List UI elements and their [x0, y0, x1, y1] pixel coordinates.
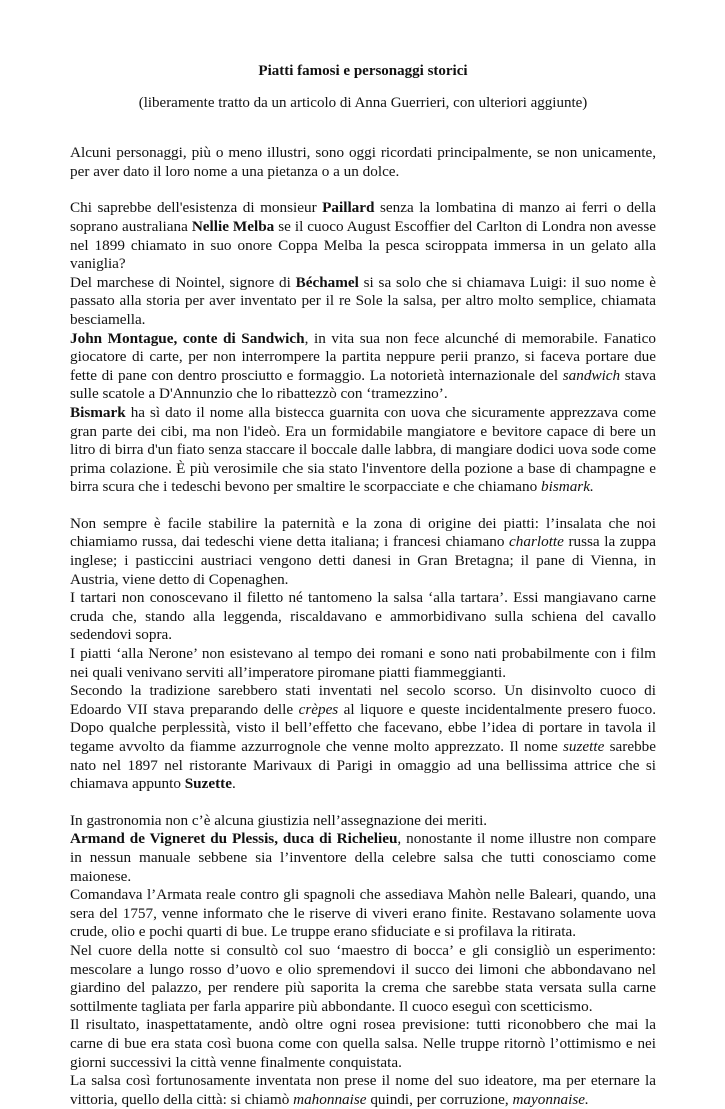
night-paragraph: Nel cuore della notte si consultò col suo ‘maestro di bocca’ e gli consigliò un esperimento: mescolare a lungo rosso d’uovo e olio spremendovi il succo dei limoni che abbondavano nel giardino del palazzo, per rendere più saporita la crema che sarebbe stata versata sulla carne sottilmente tagliata per farla apparire più abbondante. Il cuoco eseguì con scetticismo. — [70, 941, 656, 1015]
text: sarebbe nato nel 1897 nel ristorante Marivaux di Parigi in omaggio ad una bellissima attrice che si chiamava appunto — [70, 738, 656, 793]
intro-paragraph: Alcuni personaggi, più o meno illustri, sono oggi ricordati principalmente, se non unicamente, per aver dato il loro nome a una pietanza o a un dolce. — [70, 144, 656, 180]
justice-paragraph: In gastronomia non c’è alcuna giustizia nell’assegnazione dei meriti. — [70, 811, 488, 829]
name-nellie-melba: Nellie Melba — [191, 217, 275, 235]
text: ha sì dato il nome alla bistecca guarnita con uova che sicuramente apprezzava come gran parte dei cibi, ma non l'ideò. Era un formidabile mangiatore e bevitore capace di bere un litro di birra d'un fiato senza staccare il boccale dalle labbra, di mangiare dodici uova sode come prima colazione. È più verosimile che sia stato l'inventore della pozione a base di champagne e birra scura che i tedeschi bevono per smaltire le scorpacciate e che chiamano — [70, 403, 656, 496]
term-suzette: suzette — [562, 738, 605, 755]
text: stava sulle scatole a D'Annunzio che lo ribattezzò con ‘tramezzino’. — [70, 366, 656, 403]
text: La salsa così fortunosamente inventata non prese il nome del suo ideatore, ma per eternare la vittoria, quello della città: si chiamò — [70, 1072, 656, 1108]
mayonnaise-paragraph — [70, 1072, 656, 1109]
name-sandwich: John Montague, conte di Sandwich — [70, 329, 305, 347]
tartari-paragraph: I tartari non conoscevano il filetto né tantomeno la salsa ‘alla tartara’. Essi mangiavano carne cruda che, stando alla leggenda, riscaldavano e ammorbidivano sulla schiena del cavallo sedendovi sopra. — [70, 589, 656, 644]
term-sandwich: sandwich — [562, 366, 621, 384]
text: Non sempre è facile stabilire la paternità e la zona di origine dei piatti: l’insalata che noi chiamiamo russa, dai tedeschi viene detta italiana; i francesi chiamano — [70, 514, 656, 551]
document-subtitle: (liberamente tratto da un articolo di Anna Guerrieri, con ulteriori aggiunte) — [138, 94, 588, 111]
text: Chi saprebbe dell'esistenza di monsieur — [70, 199, 323, 217]
document-title: Piatti famosi e personaggi storici — [258, 63, 468, 79]
document-page — [70, 62, 656, 1109]
name-richelieu: Armand de Vigneret du Plessis, duca di Richelieu — [70, 830, 398, 848]
text: , in vita sua non fece alcunché di memorabile. Fanatico giocatore di carte, per non interrompere la partita neppure perii pranzo, si faceva portare due fette di pane con dentro prosciutto e formaggio. La notorietà internazionale del — [70, 329, 656, 384]
text: quindi, per corruzione, — [366, 1090, 513, 1108]
paillard-melba-paragraph — [70, 199, 656, 273]
term-bismark: bismark. — [541, 478, 594, 496]
nerone-paragraph: I piatti ‘alla Nerone’ non esistevano al tempo dei romani e sono nati probabilmente con i film nei quali venivano serviti all’imperatore piromane piatti fiammeggianti. — [70, 645, 656, 681]
bismark-paragraph — [70, 404, 656, 497]
paternity-paragraph — [70, 515, 656, 589]
name-suzette: Suzette — [184, 775, 232, 793]
text: Del marchese di Nointel, signore di — [70, 273, 296, 291]
name-bismark: Bismark — [70, 403, 126, 421]
text: Secondo la tradizione sarebbero stati inventati nel secolo scorso. Un disinvolto cuoco di Edoardo VII stava preparando delle — [70, 682, 656, 718]
sandwich-paragraph — [70, 330, 656, 404]
term-mahonnaise: mahonnaise — [293, 1090, 367, 1108]
term-mayonnaise: mayonnaise. — [512, 1090, 589, 1108]
text: russa la zuppa inglese; i pasticcini austriaci vengono detti danesi in Gran Bretagna; il pane di Vienna, in Austria, viene detto di Copenaghen. — [70, 533, 657, 588]
text: al liquore e queste incidentalmente presero fuoco. Dopo qualche perplessità, visto il bell’effetto che facevano, ebbe l’idea di portare in tavola il tegame avvolto da fiamme azzurrognole che venne molto apprezzato. Il nome — [70, 700, 656, 755]
term-charlotte: charlotte — [509, 533, 564, 551]
suzette-paragraph — [70, 682, 656, 794]
name-bechamel: Béchamel — [295, 273, 359, 291]
name-paillard: Paillard — [322, 199, 375, 217]
text: senza la lombatina di manzo ai ferri o della soprano australiana — [70, 199, 656, 235]
term-crepes: crèpes — [298, 700, 339, 718]
richelieu-paragraph — [70, 830, 656, 886]
text: si sa solo che si chiamava Luigi: il suo nome è passato alla storia per aver inventato per il re Sole la salsa, per altro molto semplice, chiamata besciamella. — [70, 273, 656, 328]
text: se il cuoco August Escoffier del Carlton di Londra non avesse nel 1899 chiamato in suo onore Coppa Melba la pesca sciroppata immersa in un gelato alla vaniglia? — [70, 217, 656, 273]
text: . — [231, 775, 236, 793]
mahon-paragraph: Comandava l’Armata reale contro gli spagnoli che assediava Mahòn nelle Baleari, quando, una sera del 1757, venne informato che le riserve di viveri erano finite. Restavano solamente uova crude, olio e pochi quarti di bue. Le truppe erano sfiduciate e si profilava la ritirata. — [70, 886, 656, 941]
text: , nonostante il nome illustre non compare in nessun manuale sebbene sia l’inventore della celebre salsa che tutti conosciamo come maionese. — [70, 830, 656, 885]
bechamel-paragraph — [70, 274, 656, 330]
result-paragraph: Il risultato, inaspettatamente, andò oltre ogni rosea previsione: tutti riconobbero che mai la carne di bue era stata così buona come con quella salsa. Nelle truppe ritornò l’ottimismo e nei giorni successivi la città venne finalmente conquistata. — [70, 1016, 656, 1071]
